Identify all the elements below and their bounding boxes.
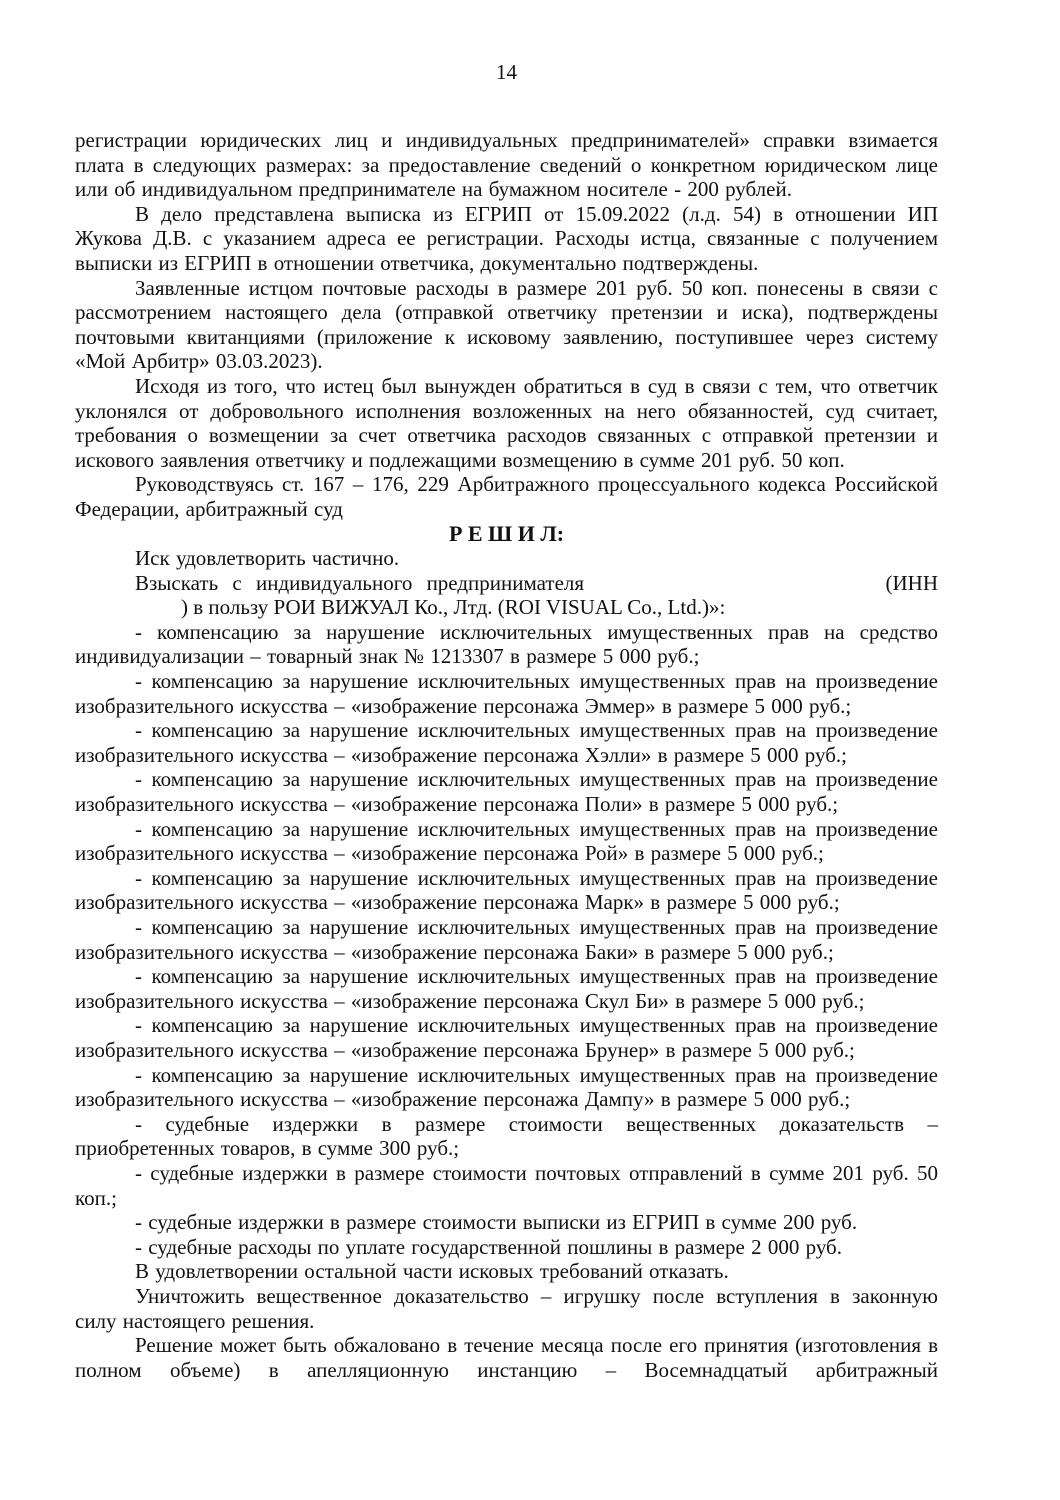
resolution-item: - компенсацию за нарушение исключительных имущественных прав на произведение изобразительного искусства – «изображение персонажа Эммер» в размере 5 000 руб.;: [75, 669, 938, 718]
resolution-item: - судебные расходы по уплате государственной пошлины в размере 2 000 руб.: [135, 1234, 842, 1259]
resolution-item: - компенсацию за нарушение исключительных имущественных прав на произведение изобразительного искусства – «изображение персонажа Рой» в размере 5 000 руб.;: [75, 816, 938, 866]
body-paragraph: Руководствуясь ст. 167 – 176, 229 Арбитражного процессуального кодекса Российской Федерации, арбитражный суд: [75, 472, 938, 521]
closing-paragraph: В удовлетворении остальной части исковых требований отказать.: [135, 1259, 729, 1284]
resolution-item: - компенсацию за нарушение исключительных имущественных прав на произведение изобразительного искусства – «изображение персонажа Дампу» в размере 5 000 руб.;: [75, 1062, 938, 1112]
resolution-item: - компенсацию за нарушение исключительных имущественных прав на произведение изобразительного искусства – «изображение персонажа Поли» в размере 5 000 руб.;: [75, 767, 938, 817]
resolution-heading: Р Е Ш И Л:: [448, 520, 565, 546]
body-paragraph: Заявленные истцом почтовые расходы в размере 201 руб. 50 коп. понесены в связи с рассмотрением настоящего дела (отправкой ответчику претензии и иска), подтверждены почтовыми квитанциями (приложение к исковому заявлению, поступившее через систему «Мой Арбитр» 03.03.2023).: [75, 275, 938, 374]
page-content: [75, 128, 938, 1382]
resolution-item: - компенсацию за нарушение исключительных имущественных прав на средство индивидуализации – товарный знак № 1213307 в размере 5 000 руб.;: [75, 619, 938, 669]
resolution-item: - компенсацию за нарушение исключительных имущественных прав на произведение изобразительного искусства – «изображение персонажа Баки» в размере 5 000 руб.;: [75, 915, 938, 964]
page-number: 14: [496, 60, 517, 84]
resolution-item: - судебные издержки в размере стоимости вещественных доказательств – приобретенных товаров, в сумме 300 руб.;: [75, 1111, 938, 1161]
closing-paragraph: Решение может быть обжаловано в течение месяца после его принятия (изготовления в полном объеме) в апелляционную инстанцию – Восемнадцатый арбитражный: [75, 1333, 938, 1382]
body-paragraph: Исходя из того, что истец был вынужден обратиться в суд в связи с тем, что ответчик уклонялся от добровольного исполнения возложенных на него обязанностей, суд считает, требования о возмещении за счет ответчика расходов связанных с отправкой претензии и искового заявления ответчику и подлежащими возмещению в сумме 201 руб. 50 коп.: [75, 373, 938, 472]
resolution-item: - судебные издержки в размере стоимости выписки из ЕГРИП в сумме 200 руб.: [135, 1210, 858, 1235]
defendant-line-text: Взыскать с индивидуального предпринимателя: [135, 570, 585, 595]
resolution-item: - судебные издержки в размере стоимости почтовых отправлений в сумме 201 руб. 50 коп.;: [75, 1160, 938, 1210]
body-paragraph: регистрации юридических лиц и индивидуальных предпринимателей» справки взимается плата в следующих размерах: за предоставление сведений о конкретном юридическом лице или об индивидуальном предпринимателе на бумажном носителе - 200 рублей.: [75, 128, 938, 202]
resolution-item: - компенсацию за нарушение исключительных имущественных прав на произведение изобразительного искусства – «изображение персонажа Брунер» в размере 5 000 руб.;: [75, 1013, 938, 1062]
resolution-item: - компенсацию за нарушение исключительных имущественных прав на произведение изобразительного искусства – «изображение персонажа Скул Би» в размере 5 000 руб.;: [75, 964, 938, 1013]
body-paragraph: В дело представлена выписка из ЕГРИП от 15.09.2022 (л.д. 54) в отношении ИП Жукова Д.В. с указанием адреса ее регистрации. Расходы истца, связанные с получением выписки из ЕГРИП в отношении ответчика, документально подтверждены.: [75, 201, 938, 275]
closing-paragraph: Уничтожить вещественное доказательство – игрушку после вступления в законную силу настоящего решения.: [75, 1283, 938, 1333]
resolution-item: - компенсацию за нарушение исключительных имущественных прав на произведение изобразительного искусства – «изображение персонажа Марк» в размере 5 000 руб.;: [75, 865, 938, 915]
resolution-item: - компенсацию за нарушение исключительных имущественных прав на произведение изобразительного искусства – «изображение персонажа Хэлли» в размере 5 000 руб.;: [75, 718, 938, 767]
inn-label: (ИНН: [885, 570, 938, 595]
defendant-line: [75, 571, 938, 596]
claim-granted-line: Иск удовлетворить частично.: [135, 546, 400, 571]
beneficiary-line: ) в пользу РОИ ВИЖУАЛ Ко., Лтд. (ROI VISUAL Co., Ltd.)»:: [181, 595, 726, 620]
